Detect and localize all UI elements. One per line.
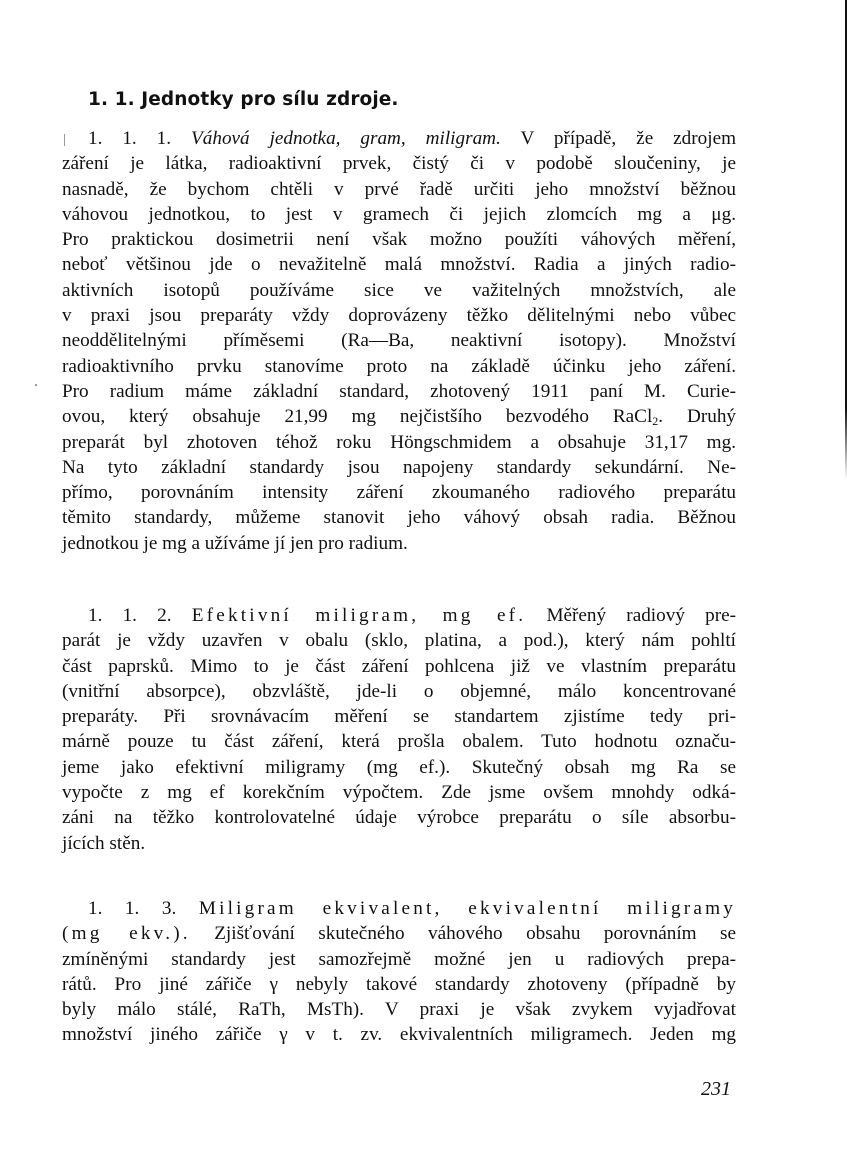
paragraph-line: v praxi jsou preparáty vždy doprovázeny těžko dělitelnými nebo vůbec [62, 305, 736, 327]
section-1-1-2 [62, 603, 736, 856]
paragraph-line: rátů. Pro jiné zářiče γ nebyly takové standardy zhotoveny (případně by [62, 973, 736, 995]
paragraph-line: márně pouze tu část záření, která prošla obalem. Tuto hodnotu označu- [62, 731, 736, 753]
paragraph-line: váhovou jednotkou, to jest v gramech či jejich zlomcích mg a μg. [62, 203, 736, 225]
paragraph-line: část paprsků. Mimo to je část záření pohlcena již ve vlastním preparátu [62, 655, 736, 677]
paragraph-line: jících stěn. [62, 832, 146, 854]
section-number: 1. 1. 2. [88, 605, 172, 626]
paragraph-line: Pro praktickou dosimetrii není však možno použíti váhových měření, [62, 229, 736, 251]
paragraph-line: radioaktivního prvku stanovíme proto na základě účinku jeho záření. [62, 355, 736, 377]
paragraph-line: preparát byl zhotoven téhož roku Höngschmidem a obsahuje 31,17 mg. [62, 431, 736, 453]
section-heading: 1. 1. Jednotky pro sílu zdroje. [88, 89, 399, 110]
paragraph-line: parát je vždy uzavřen v obalu (sklo, platina, a pod.), který nám pohltí [62, 630, 736, 652]
paragraph-line: přímo, porovnáním intensity záření zkoumaného radiového preparátu [62, 482, 736, 504]
paragraph-line: těmito standardy, můžeme stanovit jeho váhový obsah radia. Běžnou [62, 507, 736, 529]
paragraph-line: aktivních isotopů používáme sice ve važitelných množstvích, ale [62, 279, 736, 301]
paragraph-line: neboť většinou jde o nevažitelně malá množství. Radia a jiných radio- [62, 254, 736, 276]
paragraph-line: zmíněnými standardy jest samozřejmě možné jen u radiových prepa- [62, 948, 736, 970]
section-1-1-1 [62, 126, 736, 556]
paragraph-line: neoddělitelnými příměsemi (Ra—Ba, neaktivní isotopy). Množství [62, 330, 736, 352]
paragraph-line: (vnitřní absorpce), obzvláště, jde-li o objemné, málo koncentrované [62, 680, 736, 702]
subscript: 2 [652, 414, 659, 429]
paragraph-line: 1. 1. 1. Váhová jednotka, gram, miligram. V případě, že zdrojem [88, 128, 737, 149]
paragraph-line: jeme jako efektivní miligramy (mg ef.). Skutečný obsah mg Ra se [62, 756, 736, 778]
paragraph-line: (mg ekv.). Zjišťování skutečného váhového obsahu porovnáním se [62, 923, 736, 945]
paragraph-line: preparáty. Při srovnávacím měření se standartem zjistíme tedy pri- [62, 706, 736, 728]
section-title: Miligram ekvivalent, ekvivalentní miligramy [198, 898, 737, 919]
paragraph-line: vypočte z mg ef korekčním výpočtem. Zde jsme ovšem mnohdy odká- [62, 782, 736, 804]
paragraph-line: 1. 1. 2. Efektivní miligram, mg ef. Měřený radiový pre- [88, 605, 736, 626]
paragraph-line: záni na těžko kontrolovatelné údaje výrobce preparátu o síle absorbu- [62, 807, 736, 829]
section-number: 1. 1. 1. [88, 128, 172, 149]
section-title: Efektivní miligram, mg ef. [191, 605, 527, 626]
paragraph-line [62, 896, 736, 921]
section-1-1-3 [62, 896, 736, 1048]
page-number: 231 [701, 1078, 731, 1100]
paragraph-line: záření je látka, radioaktivní prvek, čistý či v podobě sloučeniny, je [62, 153, 736, 175]
paragraph-line: byly málo stálé, RaTh, MsTh). V praxi je však zvykem vyjadřovat [62, 999, 736, 1021]
paragraph-line: množství jiného zářiče γ v t. zv. ekvivalentních miligramech. Jeden mg [62, 1024, 736, 1046]
paragraph-line: Na tyto základní standardy jsou napojeny standardy sekundární. Ne- [62, 456, 736, 478]
paragraph-line: nasnadě, že bychom chtěli v prvé řadě určiti jeho množství běžnou [62, 178, 736, 200]
section-title: Váhová jednotka, gram, miligram. [191, 128, 501, 149]
scan-speck [35, 384, 37, 386]
paragraph-line: Pro radium máme základní standard, zhotovený 1911 paní M. Curie- [62, 380, 736, 402]
paragraph-line: jednotkou je mg a užíváme jí jen pro radium. [62, 532, 408, 554]
section-number: 1. 1. 3. [88, 898, 177, 919]
paragraph-line: ovou, který obsahuje 21,99 mg nejčistšího bezvodého RaCl$_2$. Druhý [62, 406, 737, 429]
